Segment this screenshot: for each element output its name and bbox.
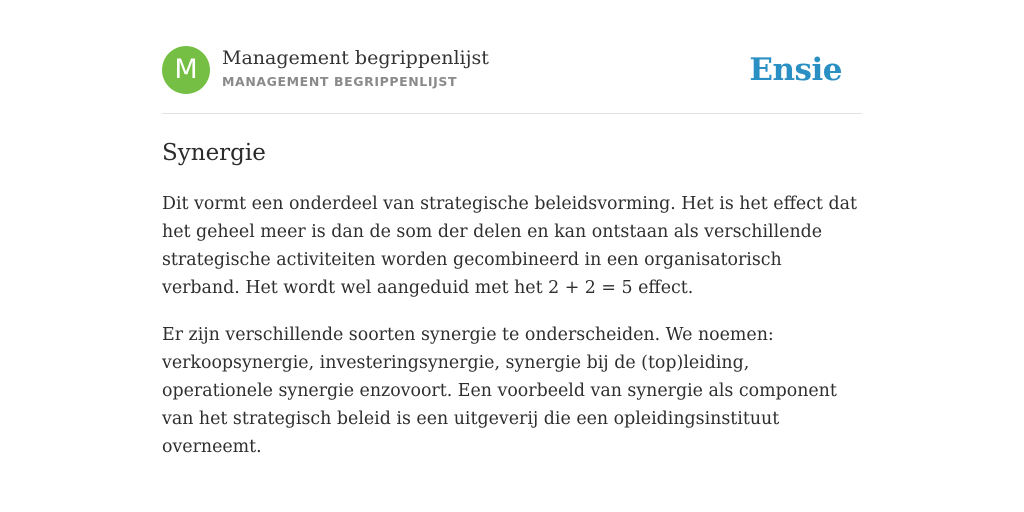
header-divider — [162, 113, 862, 114]
ensie-logo[interactable]: Ensie — [749, 52, 842, 88]
header — [162, 46, 862, 96]
dictionary-subtitle: MANAGEMENT BEGRIPPENLIJST — [222, 74, 458, 89]
definition-paragraph: Dit vormt een onderdeel van strategische beleidsvorming. Het is het effect dat het geheel meer is dan de som der delen en kan ontstaan als verschillende strategische activiteiten worden gecombineerd in een organisatorisch verband. Het wordt wel aangeduid met het 2 + 2 = 5 effect. — [162, 194, 857, 298]
dictionary-title-link[interactable]: Management begrippenlijst — [222, 47, 489, 69]
dictionary-avatar[interactable]: M — [162, 46, 210, 94]
definition-paragraph: Er zijn verschillende soorten synergie te onderscheiden. We noemen: verkoopsynergie, investeringsynergie, synergie bij de (top)leiding, operationele synergie enzovoort. Een voorbeeld van synergie als component van het strategisch beleid is een uitgeverij die een opleidingsinstituut overneemt. — [162, 325, 837, 457]
term-title: Synergie — [162, 140, 266, 166]
definition — [162, 190, 862, 480]
